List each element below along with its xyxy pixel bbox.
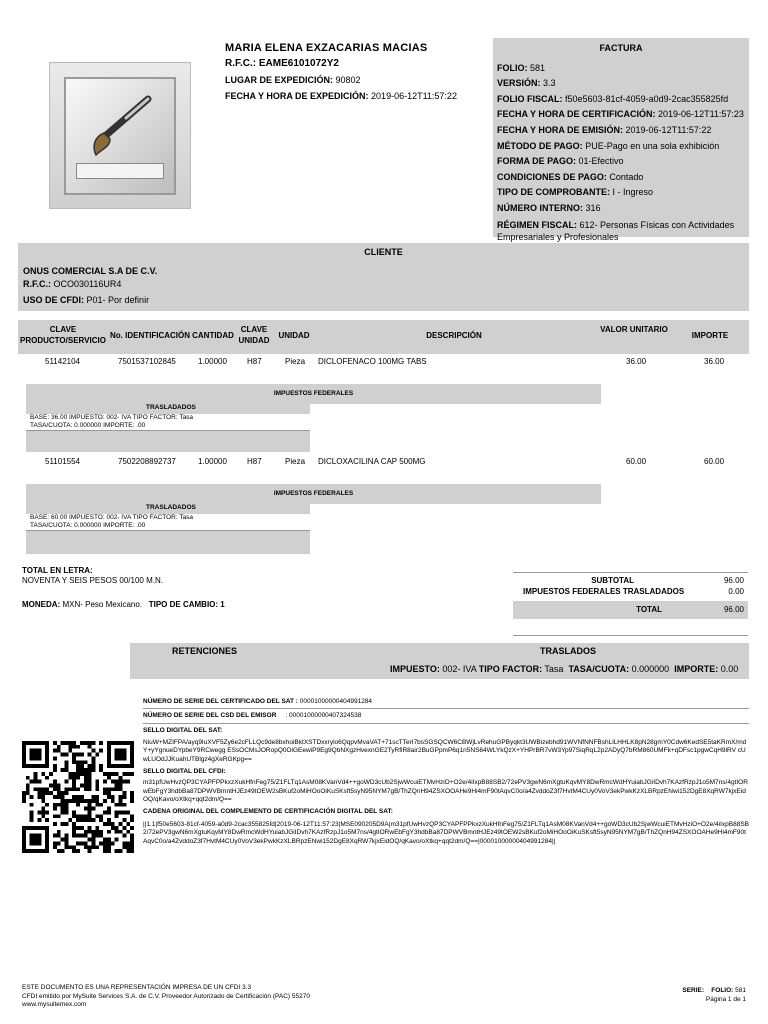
col-descripcion: DESCRIPCIÓN: [426, 331, 482, 340]
footer: ESTE DOCUMENTO ES UNA REPRESENTACIÓN IMPRESA DE UN CFDI 3.3 CFDI emitido por MySuite Services S.A. de C.V. Proveedor Autorizado de Certificación (PAC) 55270 www.mysuitemex.com: [22, 984, 310, 1008]
total-en-letra: TOTAL EN LETRA: NOVENTA Y SEIS PESOS 00/100 M.N. MONEDA: MXN- Peso Mexicano. TIPO DE CAMBIO: 1: [22, 566, 225, 609]
cadena-original: ||1.1|f50e5603-81cf-4059-a0d9-2cac355825fd|2019-06-12T11:57:23|MSE090205D9A|m31pfUwHvzQP3CYAPFPPkxzXukHfnFeg75/Z1FLTq1AsM08KVanVd4++goWD3cUb2SjwWcuiETMvHziO+O2e/4iIxpB88SB2/72ePV3gwN6mXgtuKqvMY8DwRmcWdHYuiabJGiIDvh7KAzfRzpJ1o5M7ns/4gtIORwEbFgY3hdbBa87DPWVBmntHJEz49tOEW2sBKuf2oMiHOoOiKuSKsft5syN95NYM7gB/ThZQnH94ZSXOOAHe9Hi4mF90tAqvC0o/a4ZvddoZ3f7HvtM4CUy0VoV3ekPwkKzXLBRpzENwi152DgE8XqRW7kjxEidOQ/qKavo/oXtkq+qqt2dm/Q==|00001000000404991284||: [143, 820, 749, 845]
lugar-value: 90802: [335, 75, 361, 85]
fecha-value: 2019-06-12T11:57:22: [371, 91, 457, 101]
paintbrush-icon: [64, 77, 176, 195]
cliente-uso: P01- Por definir: [86, 295, 150, 305]
lugar-label: LUGAR DE EXPEDICIÓN:: [225, 75, 334, 85]
impuestos-value: 0.00: [728, 587, 744, 596]
factura-field: TIPO DE COMPROBANTE: I - Ingreso: [497, 187, 654, 198]
cliente-rfc: OCO030116UR4: [53, 279, 122, 289]
factura-field: FECHA Y HORA DE EMISIÓN: 2019-06-12T11:57:22: [497, 124, 712, 135]
emisor-info: [225, 40, 457, 104]
total-value: 96.00: [723, 605, 744, 614]
sat-info: NÚMERO DE SERIE DEL CERTIFICADO DEL SAT : 00001000000404991284 NÚMERO DE SERIE DEL CSD DEL EMISOR : 00001000000407324538 SELLO DIGITAL DEL SAT: NiuW+MZIFPA/ayq9IuXVF5Zy6e2cFLLQc9de8bxhoiBktXSTDxxrylo6QqpvMvaVAT+71scTTerI7bsSGSQCW6CBWjLvRehuGPByqkt3UWBizebhd91WVNfNNFBshLlLHHLK8pN28gmY0Cdw6KedSE5taKRmX/mdY+yYgnueDYpbeY9RCwegg ESsOCMsJORopQ0OiGEewiP9Eg9QbNXgzHvexnGE2TyRfiR8air2BuGPpmP6q1n5NS64WLYkQzX+YHPrBR7vW3Yp97SiqRqL2p2ADyQ7bRM860UMFk+qDFsc1pgwCqH9lRV cUwLUOdJJKuahUTBlgz4gXeRGKpg== SELLO DIGITAL DEL CFDI: m31pfUwHvzQP3CYAPFPPkxzXukHfnFeg75/Z1FLTq1AsM08KVanVd4++goWD3cUb2SjwWcuiETMvHziO+O2e/4iIxpB88SB2/72ePV3gwN6mXgtuKqvMY8DwRmcWdHYuiabJGiIDvh7KAzfRzpJ1o5M7ns/4gtIORwEbFgY3hdbBa87DPWVBmntHJEz49tOEW2sBKuf2oMiHOoOiKuSKsft5syN95NYM7gB/ThZQnH94ZSXOOAHe9Hi4mF90tAqvC0o/a4ZvddoZ3f7HvtM4CUy0VoV3ekPwkKzXLBRpzENwi152DgE8XqRW7kjxEidOQ/qKavo/oXtkq+qqt2dm/Q== CADENA ORIGINAL DEL COMPLEMENTO DE CERTIFICACIÓN DIGITAL DEL SAT: ||1.1|f50e5603-81cf-4059-a0d9-2cac355825fd|2019-06-12T11:57:23|MSE090205D9A|m31pfUwHvzQP3CYAPFPPkxzXukHfnFeg75/Z1FLTq1AsM08KVanVd4++goWD3cUb2SjwWcuiETMvHziO+O2e/4iIxpB88SB2/72ePV3gwN6mXgtuKqvMY8DwRmcWdHYuiabJGiIDvh7KAzfRzpJ1o5M7ns/4gtIORwEbFgY3hdbBa87DPWVBmntHJEz49tOEW2sBKuf2oMiHOoOiKuSKsft5syN95NYM7gB/ThZQnH94ZSXOOAHe9Hi4mF90tAqvC0o/a4ZvddoZ3f7HvtM4CUy0VoV3ekPwkKzXLBRpzENwi152DgE8XqRW7kjxEidOQ/qKavo/oXtkq+qqt2dm/Q==|00001000000404991284||: [143, 698, 749, 845]
qr-code: [22, 741, 134, 853]
totals-box: SUBTOTAL 96.00 IMPUESTOS FEDERALES TRASLADADOS 0.00 TOTAL 96.00: [513, 572, 748, 636]
factura-field: FOLIO FISCAL: f50e5603-81cf-4059-a0d9-2cac355825fd: [497, 93, 729, 104]
col-importe: IMPORTE: [691, 331, 729, 340]
sello-cfdi: m31pfUwHvzQP3CYAPFPPkxzXukHfnFeg75/Z1FLTq1AsM08KVanVd4++goWD3cUb2SjwWcuiETMvHziO+O2e/4iIxpB88SB2/72ePV3gwN6mXgtuKqvMY8DwRmcWdHYuiabJGiIDvh7KAzfRzpJ1o5M7ns/4gtIORwEbFgY3hdbBa87DPWVBmntHJEz49tOEW2sBKuf2oMiHOoOiKuSKsft5syN95NYM7gB/ThZQnH94ZSXOOAHe9Hi4mF90tAqvC0o/a4ZvddoZ3f7HvtM4CUy0VoV3ekPwkKzXLBRpzENwi152DgE8XqRW7kjxEidOQ/qKavo/oXtkq+qqt2dm/Q==: [143, 779, 748, 804]
factura-field: RÉGIMEN FISCAL: 612- Personas Físicas con Actividades Empresariales y Profesionales: [497, 219, 735, 242]
cliente-name: ONUS COMERCIAL S.A DE C.V.: [23, 266, 158, 276]
factura-field: NÚMERO INTERNO: 316: [497, 202, 601, 213]
table-row: 51101554 7502208892737 1.00000 H87 Pieza DICLOXACILINA CAP 500MG 60.00 60.00: [45, 457, 725, 466]
factura-field: FECHA Y HORA DE CERTIFICACIÓN: 2019-06-12T11:57:23: [497, 109, 744, 120]
factura-field: VERSIÓN: 3.3: [497, 78, 556, 89]
fecha-label: FECHA Y HORA DE EXPEDICIÓN:: [225, 91, 369, 101]
factura-field: FOLIO: 581: [497, 62, 546, 73]
company-logo: [49, 62, 191, 209]
retenciones-traslados-box: RETENCIONES TRASLADOS IMPUESTO: 002- IVA TIPO FACTOR: Tasa TASA/CUOTA: 0.000000 IMPORTE: 0.00: [130, 643, 749, 679]
cliente-title: CLIENTE: [364, 247, 403, 257]
moneda-value: MXN- Peso Mexicano.: [62, 600, 143, 609]
table-header: [18, 320, 749, 354]
emisor-rfc-label: R.F.C.:: [225, 58, 257, 69]
subtotal-value: 96.00: [723, 576, 744, 585]
trasladados-box: TRASLADADOS BASE: 36.00 IMPUESTO: 002- IVA TIPO FACTOR: Tasa TASA/CUOTA: 0.000000 IMPORTE: .00: [26, 404, 310, 452]
factura-field: CONDICIONES DE PAGO: Contado: [497, 171, 644, 182]
col-cantidad: CANTIDAD: [192, 331, 234, 340]
logo-placeholder-bar: [76, 163, 164, 179]
col-unidad: UNIDAD: [278, 331, 310, 340]
col-clave-unidad: CLAVE UNIDAD: [238, 325, 270, 345]
emisor-rfc: EAME6101072Y2: [258, 58, 339, 69]
sello-sat: NiuW+MZIFPA/ayq9IuXVF5Zy6e2cFLLQc9de8bxhoiBktXSTDxxrylo6QqpvMvaVAT+71scTTerI7bsSGSQCW6CBWjLvRehuGPByqkt3UWBizebhd91WVNfNNFBshLlLHHLK8pN28gmY0Cdw6KedSE5taKRmX/mdY+yYgnueDYpbeY9RCwegg ESsOCMsJORopQ0OiGEewiP9Eg9QbNXgzHvexnGE2TyRfiR8air2BuGPpmP6q1n5NS64WLYkQzX+YHPrBR7vW3Yp97SiqRqL2p2ADyQ7bRM860UMFk+qDFsc1pgwCqH9lRV cUwLUOdJJKuahUTBlgz4gXeRGKpg==: [143, 738, 747, 763]
factura-field: MÉTODO DE PAGO: PUE-Pago en una sola exhibición: [497, 140, 720, 151]
emisor-name: MARIA ELENA EXZACARIAS MACIAS: [225, 42, 428, 54]
col-clave: CLAVE PRODUCTO/SERVICIO: [20, 325, 106, 345]
factura-field: FORMA DE PAGO: 01-Efectivo: [497, 156, 624, 167]
impuestos-federales-header: IMPUESTOS FEDERALES: [26, 484, 601, 504]
footer-link[interactable]: www.mysuitemex.com: [22, 1001, 87, 1008]
table-row: 51142104 7501537102845 1.00000 H87 Pieza DICLOFENACO 100MG TABS 36.00 36.00: [45, 357, 725, 366]
total-letra-value: NOVENTA Y SEIS PESOS 00/100 M.N.: [22, 576, 163, 585]
col-ident: No. IDENTIFICACIÓN: [110, 331, 190, 340]
factura-box: [493, 38, 749, 242]
cliente-box: CLIENTE ONUS COMERCIAL S.A DE C.V. R.F.C.: OCO030116UR4 USO DE CFDI: P01- Por definir: [18, 243, 749, 311]
footer-page-info: SERIE: FOLIO: 581 Página 1 de 1: [682, 987, 746, 1003]
tipo-cambio-value: 1: [220, 600, 225, 609]
col-valor: VALOR UNITARIO: [600, 325, 668, 334]
factura-title: FACTURA: [599, 43, 643, 53]
trasladados-box: TRASLADADOS BASE: 60.00 IMPUESTO: 002- IVA TIPO FACTOR: Tasa TASA/CUOTA: 0.000000 IMPORTE: .00: [26, 504, 310, 554]
impuestos-federales-header: IMPUESTOS FEDERALES: [26, 384, 601, 404]
